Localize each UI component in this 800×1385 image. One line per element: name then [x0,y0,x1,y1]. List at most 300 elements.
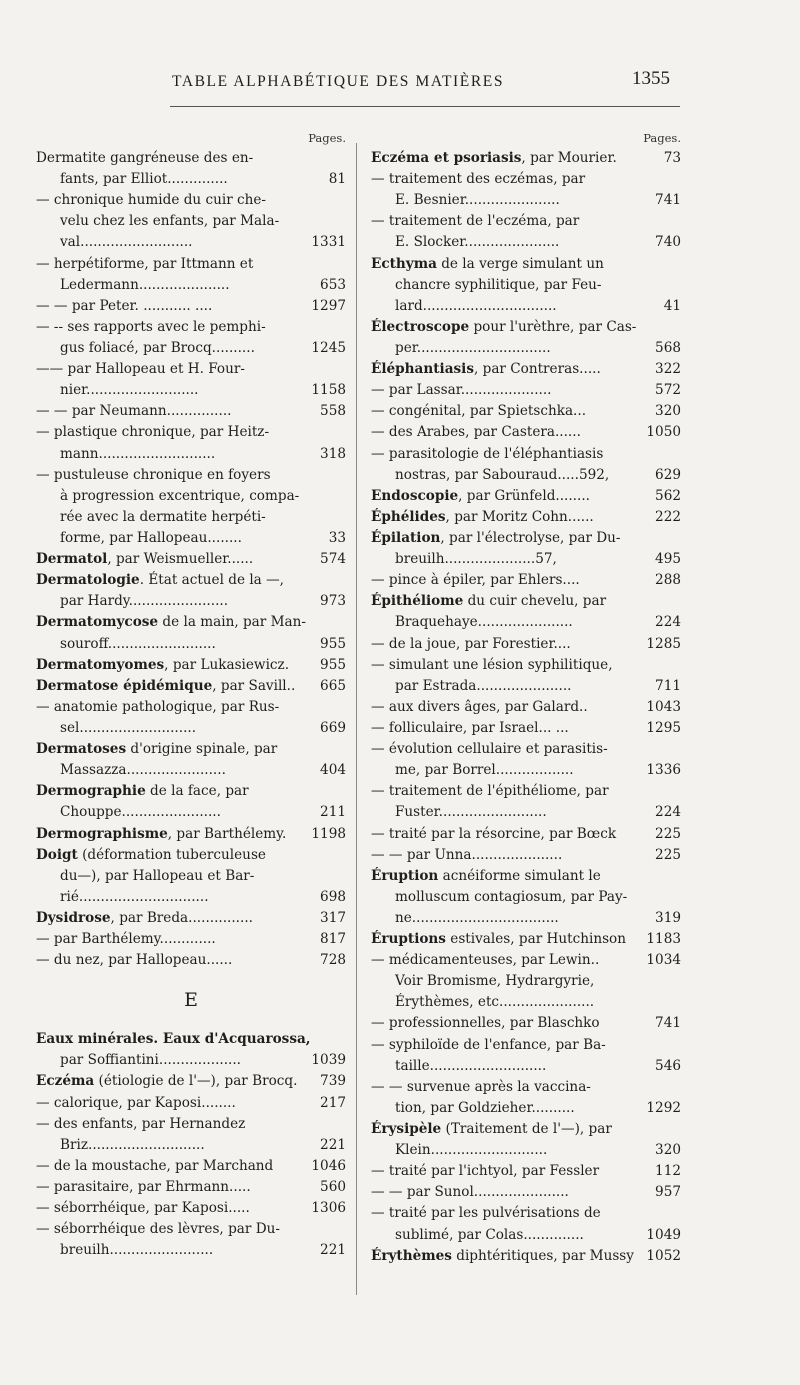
index-entry-line [371,866,681,887]
page-reference: 1050 [644,422,681,443]
index-entry-line [36,422,346,443]
index-entry-line [371,528,681,549]
page-reference: 1052 [644,1246,681,1267]
index-entry-line [371,422,681,443]
index-entry-text: du—), par Hallopeau et Bar- [60,867,255,884]
page-reference: 41 [662,296,681,317]
page-reference: 1336 [644,760,681,781]
index-entry-line [36,444,346,465]
index-entry-text: — traitement des eczémas, par [371,171,586,188]
index-entry-line [36,549,346,570]
index-entry-text: — — par Unna..................... [371,846,563,863]
index-entry-line [36,1050,346,1071]
index-entry-text: — anatomie pathologique, par Rus- [36,698,280,715]
page-reference: 560 [318,1177,346,1198]
index-entry-text: du cuir chevelu, par [463,593,607,610]
index-entry-line [36,486,346,507]
index-entry-line [371,317,681,338]
index-entry-line [36,338,346,359]
column-separator [356,143,357,1295]
index-entry-text: Fuster......................... [395,804,547,821]
page-reference: 221 [318,1240,346,1261]
page-reference: 222 [653,507,681,528]
index-entry-text: — pustuleuse chronique en foyers [36,466,271,483]
index-entry-text: — chronique humide du cuir che- [36,192,267,209]
index-entry-line [36,254,346,275]
index-entry-text: — — par Sunol...................... [371,1184,569,1201]
index-entry-line [371,1119,681,1140]
index-entry-line [371,232,681,253]
index-entry-line [36,929,346,950]
right-index-column [371,129,681,1267]
index-entry-text: — séborrhéique, par Kaposi..... [36,1200,250,1217]
index-entry-line [371,655,681,676]
index-entry-line [36,612,346,633]
index-entry-text: — traité par l'ichtyol, par Fessler [371,1163,600,1180]
index-entry-line [36,507,346,528]
index-entry-line [371,824,681,845]
index-entry-line [371,781,681,802]
page-reference: 1285 [644,634,681,655]
index-entry-line [371,971,681,992]
index-entry-line [371,296,681,317]
index-entry-line [371,1203,681,1224]
page-reference: 495 [653,549,681,570]
index-entry-text: breuilh.....................57, [395,551,557,568]
index-entry-text: estivales, par Hutchinson [445,931,626,948]
index-keyword: Érythèmes [371,1247,452,1264]
index-entry-line [36,802,346,823]
index-entry-line [371,190,681,211]
index-entry-line [371,254,681,275]
index-keyword: Éruptions [371,931,446,948]
index-entry-text: pour l'urèthre, par Cas- [469,318,637,335]
index-entry-line [36,676,346,697]
index-entry-text: — parasitaire, par Ehrmann..... [36,1179,251,1196]
page-reference: 322 [653,359,681,380]
index-entry-text: — — par Peter. ........... .... [36,297,213,314]
index-entry-text: Massazza....................... [60,762,226,779]
index-entry-line [371,591,681,612]
index-entry-line [36,317,346,338]
index-entry-text: — de la joue, par Forestier.... [371,635,571,652]
index-entry-line [36,591,346,612]
index-entry-text: , par Barthélemy. [167,825,287,842]
index-entry-line [36,275,346,296]
page-reference: 740 [653,232,681,253]
index-entry-text: — traitement de l'eczéma, par [371,213,580,230]
index-entry-text: E. Slocker...................... [395,234,560,251]
index-keyword: Dermatomyomes [36,656,165,673]
index-entry-text: Chouppe....................... [60,804,221,821]
page-reference: 112 [653,1161,681,1182]
index-entry-text: Braquehaye...................... [395,614,573,631]
index-entry-line [371,1246,681,1267]
index-entry-line [371,1035,681,1056]
page-reference: 574 [318,549,346,570]
index-entry-text: , par Lukasiewicz. [164,656,290,673]
page-reference: 318 [318,444,346,465]
index-keyword: Dermographie [36,783,146,800]
index-entry-text: , par l'électrolyse, par Du- [440,529,621,546]
index-entry-line [371,845,681,866]
index-keyword: Éphélides [371,508,446,525]
index-keyword: Éruption [371,867,439,884]
index-entry-line [371,1077,681,1098]
index-entry-line [371,169,681,190]
index-entry-text: — congénital, par Spietschka... [371,403,587,420]
page-reference: 1039 [309,1050,346,1071]
index-entry-text: — — survenue après la vaccina- [371,1078,591,1095]
index-entry-line [371,1140,681,1161]
page-reference: 221 [318,1135,346,1156]
index-entry-line [36,950,346,971]
index-entry-line [36,634,346,655]
index-entry-line [36,718,346,739]
index-entry-line [371,950,681,971]
page-reference: 1306 [309,1198,346,1219]
page-reference: 224 [653,612,681,633]
index-entry-text: acnéiforme simulant le [438,867,601,884]
page-reference: 1245 [309,338,346,359]
index-entry-text: à progression excentrique, compa- [60,487,300,504]
index-entry-line [371,676,681,697]
index-entry-line [36,1114,346,1135]
page-reference: 217 [318,1093,346,1114]
index-entry-line [371,444,681,465]
page-reference: 562 [653,486,681,507]
page-reference: 404 [318,760,346,781]
index-entry-text: , par Mourier. [521,150,617,166]
index-entry-text: ne.................................. [395,909,559,926]
index-entry-line [36,465,346,486]
index-entry-text: E. Besnier...................... [395,192,560,209]
page-reference: 568 [653,338,681,359]
index-entry-text: breuilh........................ [60,1242,214,1259]
page-reference: 546 [653,1056,681,1077]
page-reference: 653 [318,275,346,296]
page-reference: 1049 [644,1225,681,1246]
index-entry-line [36,908,346,929]
index-entry-text: , par Breda............... [110,909,253,926]
index-keyword: Dermatomycose [36,614,159,631]
index-entry-text: Klein........................... [395,1142,548,1159]
index-entry-line [36,1177,346,1198]
index-entry-line [371,380,681,401]
page-reference: 1198 [309,824,346,845]
index-entry-line [371,401,681,422]
page-reference: 739 [318,1071,346,1092]
index-entry-line [371,507,681,528]
page-reference: 957 [653,1182,681,1203]
index-entry-line [36,528,346,549]
page-reference: 955 [318,634,346,655]
index-entry-text: chancre syphilitique, par Feu- [395,276,602,293]
index-entry-text: —— par Hallopeau et H. Four- [36,361,245,378]
index-entry-line [371,465,681,486]
index-entry-text: (déformation tuberculeuse [77,846,266,863]
page-reference: 558 [318,401,346,422]
index-entry-text: par Hardy....................... [60,593,229,610]
index-entry-line [371,612,681,633]
index-entry-text: (Traitement de l'—), par [441,1121,612,1138]
page-reference: 669 [318,718,346,739]
index-entry-line [371,1013,681,1034]
index-entry-line [36,781,346,802]
index-entry-line [36,169,346,190]
index-entry-line [371,275,681,296]
index-entry-line [371,908,681,929]
index-entry-text: — des enfants, par Hernandez [36,1115,246,1132]
index-entry-line [36,211,346,232]
index-entry-line [36,887,346,908]
index-entry-line [36,655,346,676]
index-entry-line [371,1098,681,1119]
index-entry-line [36,866,346,887]
index-entry-line [36,570,346,591]
index-keyword: Dysidrose [36,909,111,926]
index-entry-text: taille........................... [395,1057,547,1074]
index-entry-text: — calorique, par Kaposi........ [36,1094,236,1111]
index-entry-text: forme, par Hallopeau........ [60,529,242,546]
index-entry-text: gus foliacé, par Brocq.......... [60,339,255,356]
index-entry-line [36,148,346,169]
index-entry-text: , par Weismueller...... [107,551,254,568]
index-keyword: Dermatologie [36,572,140,589]
index-entry-text: nier.......................... [60,382,199,399]
index-entry-text: — -- ses rapports avec le pemphi- [36,318,266,335]
index-entry-line [371,1056,681,1077]
index-entry-line [371,338,681,359]
pages-column-label: Pages. [643,131,681,145]
index-entry-text: nostras, par Sabouraud.....592, [395,466,610,483]
index-entry-line [371,929,681,950]
index-entry-text: — parasitologie de l'éléphantiasis [371,445,604,462]
index-entry-line [371,1225,681,1246]
index-entry-line [371,486,681,507]
index-entry-text: Briz........................... [60,1136,205,1153]
page-reference: 1297 [309,296,346,317]
page-reference: 319 [653,908,681,929]
index-entry-line [36,232,346,253]
index-keyword: Éléphantiasis [371,361,474,378]
index-entry-text: lard............................... [395,297,557,314]
index-keyword: Eczéma [36,1073,95,1090]
index-entry-text: — médicamenteuses, par Lewin.. [371,952,600,969]
index-entry-line [36,296,346,317]
index-entry-line [36,1135,346,1156]
pages-column-label: Pages. [308,131,346,145]
index-entry-line [371,697,681,718]
index-entry-line [371,549,681,570]
index-entry-text: sel........................... [60,719,197,736]
index-entry-text: de la face, par [145,783,249,800]
index-entry-line [371,148,681,169]
page-reference: 955 [318,655,346,676]
index-entry-line [36,380,346,401]
index-entry-line [371,739,681,760]
page-reference: 317 [318,908,346,929]
index-entry-text: — syphiloïde de l'enfance, par Ba- [371,1036,606,1053]
index-entry-text: diphtéritiques, par Mussy [451,1247,634,1264]
index-entry-text: Voir Bromisme, Hydrargyrie, [395,973,595,990]
index-entry-text: — du nez, par Hallopeau...... [36,952,233,969]
index-entry-line [371,760,681,781]
index-entry-text: Ledermann..................... [60,276,230,293]
index-entry-line [371,1161,681,1182]
index-entry-text: d'origine spinale, par [126,741,278,758]
index-entry-line [371,802,681,823]
index-entry-text: , par Moritz Cohn...... [445,508,594,525]
index-entry-text: — par Barthélemy............. [36,931,216,948]
page-reference: 728 [318,950,346,971]
index-entry-line [36,1156,346,1177]
index-entry-text: — des Arabes, par Castera...... [371,424,581,441]
index-entry-text: — séborrhéique des lèvres, par Du- [36,1221,280,1238]
left-index-column [36,129,346,1261]
index-entry-text: — évolution cellulaire et parasitis- [371,741,608,758]
index-entry-text: — herpétiforme, par Ittmann et [36,255,254,272]
index-entry-text: par Estrada...................... [395,677,572,694]
index-entry-line [36,760,346,781]
index-entry-line [36,1093,346,1114]
index-entry-line [36,401,346,422]
page-reference: 320 [653,1140,681,1161]
index-entry-text: . État actuel de la —, [139,572,285,589]
index-entry-line [36,1240,346,1261]
index-entry-text: — plastique chronique, par Heitz- [36,424,270,441]
page-reference: 741 [653,190,681,211]
index-entry-text: , par Contreras..... [473,361,601,378]
index-entry-text: rié.............................. [60,888,209,905]
page-reference: 33 [327,528,346,549]
index-keyword: Dermatoses [36,741,127,758]
index-entry-text: — pince à épiler, par Ehlers.... [371,572,580,589]
index-keyword: Électroscope [371,318,470,335]
index-entry-text: fants, par Elliot.............. [60,171,228,188]
page-reference: 1292 [644,1098,681,1119]
page-reference: 973 [318,591,346,612]
index-entry-line [371,359,681,380]
index-entry-text: per............................... [395,339,551,356]
index-entry-line [36,845,346,866]
page-reference: 1331 [309,232,346,253]
index-keyword: Érysipèle [371,1121,442,1138]
page-reference: 211 [318,802,346,823]
section-letter-heading: E [184,989,198,1012]
index-keyword: Dermatose épidémique [36,677,213,694]
page-reference: 1183 [644,929,681,950]
header-rule [170,106,680,107]
index-entry-text: — aux divers âges, par Galard.. [371,698,588,715]
index-entry-text: tion, par Goldzieher.......... [395,1099,575,1116]
index-entry-line [36,1219,346,1240]
index-entry-text: mann........................... [60,445,216,462]
page-reference: 698 [318,887,346,908]
index-entry-line [36,824,346,845]
index-entry-text: rée avec la dermatite herpéti- [60,508,266,525]
index-keyword: Doigt [36,846,78,863]
index-entry-line [36,190,346,211]
index-entry-line [36,1071,346,1092]
page-reference: 288 [653,570,681,591]
page-reference: 81 [327,169,346,190]
index-entry-line [371,887,681,908]
index-entry-text: — folliculaire, par Israel... ... [371,719,569,736]
index-keyword: Endoscopie [371,487,459,504]
page-reference: 665 [318,676,346,697]
index-entry-text: , par Savill.. [212,677,296,694]
index-keyword: Ecthyma [371,255,437,272]
index-entry-text: de la verge simulant un [436,255,604,272]
index-keyword: Dermographisme [36,825,168,842]
page-reference: 629 [653,465,681,486]
running-header-title: TABLE ALPHABÉTIQUE DES MATIÈRES [172,73,505,90]
index-entry-line [371,634,681,655]
page-reference: 225 [653,845,681,866]
index-entry-text: Dermatite gangréneuse des en- [36,150,254,166]
index-entry-text: val.......................... [60,234,193,251]
index-entry-line [36,697,346,718]
index-entry-text: velu chez les enfants, par Mala- [60,213,280,230]
index-entry-text: — traitement de l'épithéliome, par [371,783,609,800]
index-entry-line [36,1029,346,1050]
index-entry-text: — traité par les pulvérisations de [371,1205,601,1222]
index-entry-text: — par Lassar..................... [371,382,552,399]
page-reference: 817 [318,929,346,950]
page-reference: 73 [662,148,681,169]
page-reference: 225 [653,824,681,845]
page-reference: 741 [653,1013,681,1034]
index-entry-line [36,739,346,760]
index-entry-text: — professionnelles, par Blaschko [371,1015,600,1032]
index-entry-text: par Soffiantini................... [60,1052,241,1069]
index-entry-text: — — par Neumann............... [36,403,232,420]
index-entry-text: me, par Borrel.................. [395,762,574,779]
page-reference: 1034 [644,950,681,971]
index-entry-text: sublimé, par Colas.............. [395,1226,584,1243]
index-keyword: Eaux minérales. Eaux d'Acquarossa, [36,1031,311,1048]
page-reference: 1295 [644,718,681,739]
page-reference: 224 [653,802,681,823]
index-entry-text: — traité par la résorcine, par Bœck [371,825,617,842]
page-reference: 711 [653,676,681,697]
index-entry-text: souroff......................... [60,635,216,652]
index-entry-text: — de la moustache, par Marchand [36,1157,274,1174]
page-reference: 320 [653,401,681,422]
page-reference: 1046 [309,1156,346,1177]
index-entry-line [36,1198,346,1219]
index-entry-text: Érythèmes, etc...................... [395,994,595,1011]
index-entry-text: de la main, par Man- [158,614,306,631]
index-entry-text: molluscum contagiosum, par Pay- [395,888,628,905]
page-reference: 1043 [644,697,681,718]
index-entry-line [371,570,681,591]
page-reference: 1158 [309,380,346,401]
index-keyword: Dermatol [36,551,108,568]
page-number: 1355 [632,68,670,89]
index-keyword: Eczéma et psoriasis [371,150,522,166]
index-entry-line [371,992,681,1013]
index-entry-line [36,359,346,380]
index-keyword: Épithéliome [371,593,464,610]
index-entry-text: , par Grünfeld........ [458,487,590,504]
page-reference: 572 [653,380,681,401]
index-entry-line [371,211,681,232]
index-entry-text: (étiologie de l'—), par Brocq. [94,1073,298,1090]
index-keyword: Épilation [371,529,441,546]
index-entry-text: — simulant une lésion syphilitique, [371,656,613,673]
